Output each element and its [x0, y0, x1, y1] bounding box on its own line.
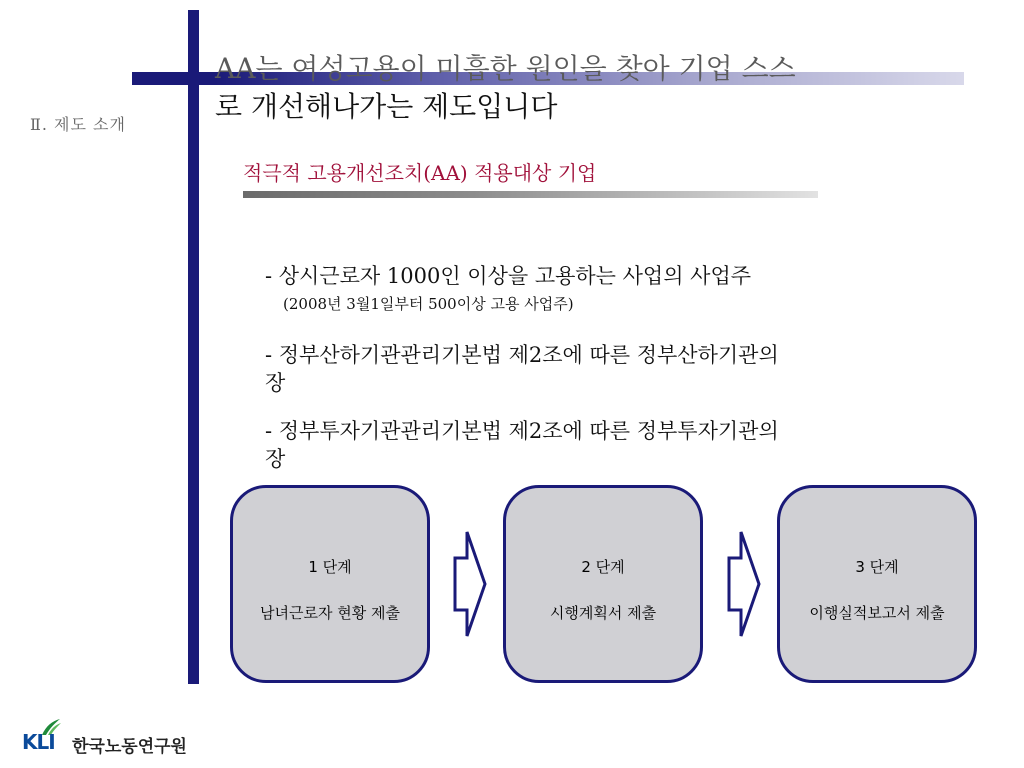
page-title-line-2: 로 개선해나가는 제도입니다 [215, 90, 558, 123]
step-description: 시행계획서 제출 [549, 604, 657, 622]
list-item-2 [265, 341, 935, 397]
list-item-3 [265, 417, 935, 473]
right-arrow-icon [727, 530, 761, 638]
logo-org-name: 한국노동연구원 [72, 737, 187, 757]
step-number: 2 단계 [581, 558, 625, 576]
list-item-text-line-1: - 정부투자기관관리기본법 제2조에 따른 정부투자기관의 [265, 419, 779, 443]
step-description: 이행실적보고서 제출 [809, 604, 945, 622]
list-item-1 [265, 262, 751, 290]
list-item-text-line-1: - 정부산하기관관리기본법 제2조에 따른 정부산하기관의 [265, 343, 779, 367]
page-title [215, 50, 975, 126]
right-arrow-icon [453, 530, 487, 638]
step-box-1 [230, 485, 430, 683]
list-item-1-note: (2008년 3월1일부터 500이상 고용 사업주) [283, 295, 574, 313]
step-number: 3 단계 [855, 558, 899, 576]
step-number: 1 단계 [308, 558, 352, 576]
step-box-2 [503, 485, 703, 683]
list-item-text: - 상시근로자 1000인 이상을 고용하는 사업의 사업주 [265, 264, 752, 288]
left-vertical-bar [188, 10, 199, 684]
logo-abbr: KLI [22, 730, 55, 754]
section-label: Ⅱ. 제도 소개 [30, 115, 126, 134]
list-item-text-line-2: 장 [265, 447, 286, 471]
step-description: 남녀근로자 현황 제출 [260, 604, 400, 622]
page-title-line-1: AA는 여성고용이 미흡한 원인을 찾아 기업 스스 [215, 52, 796, 85]
subtitle-underline [243, 191, 818, 198]
step-box-3 [777, 485, 977, 683]
list-item-text-line-2: 장 [265, 371, 286, 395]
subtitle: 적극적 고용개선조치(AA) 적용대상 기업 [243, 161, 597, 185]
